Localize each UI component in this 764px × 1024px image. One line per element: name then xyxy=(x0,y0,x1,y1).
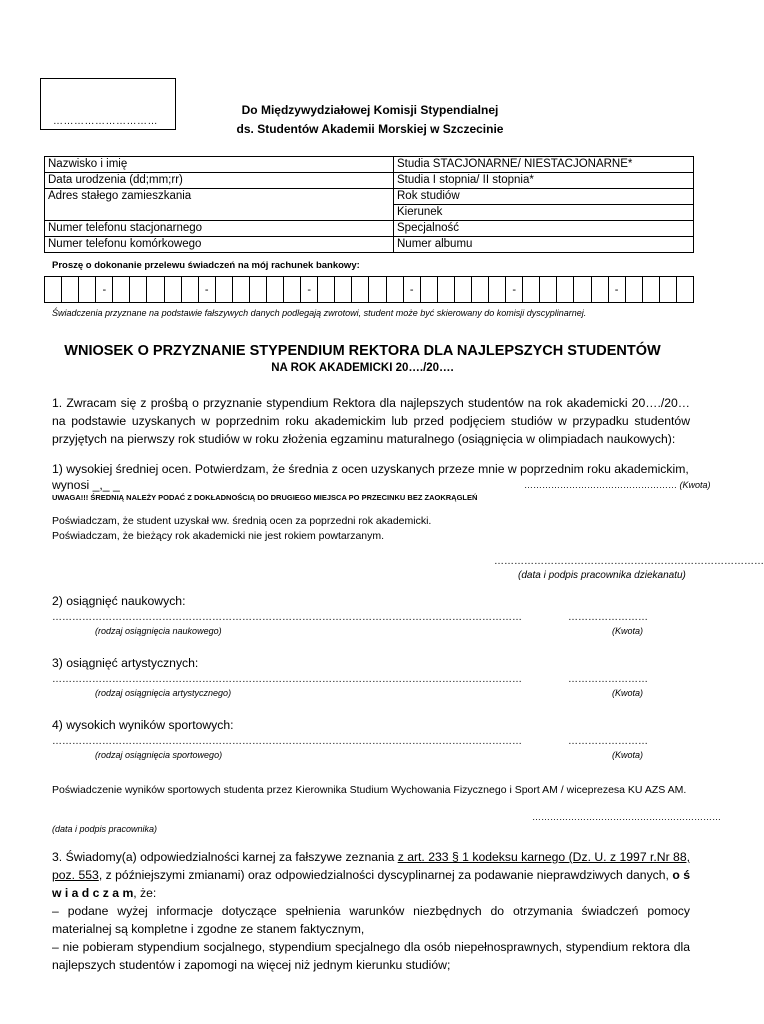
declaration-rest: , z późniejszymi zmianami) oraz odpowiedzialności dyscyplinarnej za podawanie nieprawdziwych danych, xyxy=(98,868,669,882)
account-digit-cell[interactable] xyxy=(574,277,591,302)
account-digit-cell[interactable] xyxy=(130,277,147,302)
table-row xyxy=(45,157,694,173)
form-subtitle: NA ROK AKADEMICKI 20…./20…. xyxy=(271,362,454,374)
account-digit-cell[interactable] xyxy=(165,277,182,302)
dean-sign-dots[interactable]: ……………………………………………………………………… xyxy=(494,556,764,567)
sport-sign-label: (data i podpis pracownika) xyxy=(52,824,158,834)
field-specialization[interactable]: Specjalność xyxy=(394,221,694,237)
account-digit-cell[interactable] xyxy=(660,277,677,302)
account-digit-cell[interactable]: - xyxy=(199,277,216,302)
account-digit-cell[interactable] xyxy=(421,277,438,302)
transfer-request: Proszę o dokonanie przelewu świadczeń na mój rachunek bankowy: xyxy=(52,260,360,271)
item-1-average[interactable]: wynosi _,_ _ xyxy=(52,478,120,492)
kwota-dots[interactable]: …………………………………………… xyxy=(524,480,677,490)
declaration-bullet-2: – nie pobieram stypendium socjalnego, stypendium specjalnego dla osób niepełnosprawnych, stypendium rektora dla najlepszych studentów i zapomogi na więcej niż jednym kierunku studiów; xyxy=(52,940,690,972)
section-4-kwota-dots[interactable]: …………………… xyxy=(568,736,648,747)
account-digit-cell[interactable] xyxy=(62,277,79,302)
account-digit-cell[interactable] xyxy=(45,277,62,302)
account-digit-cell[interactable] xyxy=(677,277,693,302)
account-digit-cell[interactable] xyxy=(216,277,233,302)
account-digit-cell[interactable] xyxy=(472,277,489,302)
section-4-dots[interactable]: …………………………………………………………………………………………………………………………… xyxy=(52,736,522,747)
declaration-oswiadczam: o ś w i a d c z a m xyxy=(52,868,691,900)
field-mobile[interactable]: Numer telefonu komórkowego xyxy=(45,237,394,253)
section-2-kwota-dots[interactable]: …………………… xyxy=(568,612,648,623)
field-major[interactable]: Kierunek xyxy=(394,205,694,221)
table-row xyxy=(45,221,694,237)
table-row xyxy=(45,237,694,253)
section-2-dots[interactable]: …………………………………………………………………………………………………………………………… xyxy=(52,612,522,623)
section-3-heading: 3) osiągnięć artystycznych: xyxy=(52,656,199,670)
account-digit-cell[interactable] xyxy=(489,277,506,302)
account-digit-cell[interactable] xyxy=(369,277,386,302)
declaration-paragraph xyxy=(52,848,690,974)
addressee-line-2: ds. Studentów Akademii Morskiej w Szczecinie xyxy=(236,122,504,136)
declaration-ze: , że: xyxy=(133,886,157,900)
form-title: WNIOSEK O PRZYZNANIE STYPENDIUM REKTORA DLA NAJLEPSZYCH STUDENTÓW xyxy=(64,343,661,359)
account-digit-cell[interactable]: - xyxy=(609,277,626,302)
declaration-start: 3. Świadomy(a) odpowiedzialności karnej za fałszywe zeznania xyxy=(52,850,398,864)
account-digit-cell[interactable] xyxy=(455,277,472,302)
law-reference: z art. 233 § 1 kodeksu karnego (Dz. U. z 1997 r.Nr 88, poz. 553 xyxy=(52,850,690,882)
stamp-box xyxy=(40,78,176,130)
declaration-bullet-1: – podane wyżej informacje dotyczące spełnienia warunków niezbędnych do otrzymania świadczeń pomocy materialnej są kompletne i zgodne ze stanem faktycznym, xyxy=(52,904,690,936)
section-4-heading: 4) wysokich wyników sportowych: xyxy=(52,718,234,732)
section-3-kwota-label: (Kwota) xyxy=(612,688,644,698)
field-album-number[interactable]: Numer albumu xyxy=(394,237,694,253)
stamp-dots: ………………………… xyxy=(53,116,158,127)
request-paragraph: 1. Zwracam się z prośbą o przyznanie stypendium Rektora dla najlepszych studentów na rok akademicki 20…./20… na podstawie uzyskanych w poprzednim roku akademickim lub przed podjęciem studiów w przypadku studentów przyjętych na pierwszy rok studiów w roku złożenia egzaminu maturalnego (osiągnięcia w olimpiadach naukowych): xyxy=(52,396,690,446)
account-digit-cell[interactable] xyxy=(523,277,540,302)
field-study-level[interactable]: Studia I stopnia/ II stopnia* xyxy=(394,173,694,189)
account-digit-cell[interactable] xyxy=(335,277,352,302)
personal-info-table xyxy=(44,156,694,253)
account-digit-cell[interactable] xyxy=(352,277,369,302)
certify-line-1: Poświadczam, że student uzyskał ww. średnią ocen za poprzedni rok akademicki. xyxy=(52,515,432,527)
section-2-heading: 2) osiągnięć naukowych: xyxy=(52,594,186,608)
certify-line-2: Poświadczam, że bieżący rok akademicki nie jest rokiem powtarzanym. xyxy=(52,530,385,542)
false-data-note: Świadczenia przyznane na podstawie fałszywych danych podlegają zwrotowi, student może być skierowany do komisji dyscyplinarnej. xyxy=(52,308,587,318)
account-digit-cell[interactable] xyxy=(113,277,130,302)
field-study-mode[interactable]: Studia STACJONARNE/ NIESTACJONARNE* xyxy=(394,157,694,173)
account-digit-cell[interactable]: - xyxy=(96,277,113,302)
account-digit-cell[interactable] xyxy=(626,277,643,302)
account-digit-cell[interactable] xyxy=(267,277,284,302)
account-digit-cell[interactable] xyxy=(182,277,199,302)
field-birth-date[interactable]: Data urodzenia (dd;mm;rr) xyxy=(45,173,394,189)
account-digit-cell[interactable]: - xyxy=(404,277,421,302)
account-digit-cell[interactable] xyxy=(147,277,164,302)
account-digit-cell[interactable] xyxy=(79,277,96,302)
account-digit-cell[interactable] xyxy=(643,277,660,302)
section-3-kind-label: (rodzaj osiągnięcia artystycznego) xyxy=(95,688,232,698)
field-full-name[interactable]: Nazwisko i imię xyxy=(45,157,394,173)
kwota-label: (Kwota) xyxy=(679,480,711,490)
section-3-kwota-dots[interactable]: …………………… xyxy=(568,674,648,685)
account-digit-cell[interactable] xyxy=(284,277,301,302)
section-2-kwota-label: (Kwota) xyxy=(612,626,644,636)
account-digit-cell[interactable] xyxy=(250,277,267,302)
account-digit-cell[interactable] xyxy=(592,277,609,302)
dean-sign-label: (data i podpis pracownika dziekanatu) xyxy=(518,570,686,581)
section-3-dots[interactable]: …………………………………………………………………………………………………………………………… xyxy=(52,674,522,685)
section-4-kind-label: (rodzaj osiągnięcia sportowego) xyxy=(95,750,223,760)
field-home-address[interactable]: Adres stałego zamieszkania xyxy=(45,189,394,221)
table-row xyxy=(45,173,694,189)
account-digit-cell[interactable]: - xyxy=(301,277,318,302)
addressee-line-1: Do Międzywydziałowej Komisji Stypendialnej xyxy=(241,103,499,117)
table-row xyxy=(45,189,694,205)
section-4-kwota-label: (Kwota) xyxy=(612,750,644,760)
sport-sign-dots[interactable]: ……………………………………………………… xyxy=(532,812,721,822)
account-digit-cell[interactable] xyxy=(557,277,574,302)
item-1-kwota xyxy=(524,480,711,490)
field-study-year[interactable]: Rok studiów xyxy=(394,189,694,205)
account-digit-cell[interactable]: - xyxy=(506,277,523,302)
section-2-kind-label: (rodzaj osiągnięcia naukowego) xyxy=(95,626,222,636)
account-digit-cell[interactable] xyxy=(387,277,404,302)
account-digit-cell[interactable] xyxy=(540,277,557,302)
field-landline[interactable]: Numer telefonu stacjonarnego xyxy=(45,221,394,237)
average-warning: UWAGA!!! ŚREDNIĄ NALEŻY PODAĆ Z DOKŁADNOŚCIĄ DO DRUGIEGO MIEJSCA PO PRZECINKU BEZ ZAOKRĄGLEŃ xyxy=(52,493,478,502)
account-digit-cell[interactable] xyxy=(233,277,250,302)
bank-account-field[interactable] xyxy=(44,276,694,303)
account-digit-cell[interactable] xyxy=(318,277,335,302)
sport-certify-text: Poświadczenie wyników sportowych studenta przez Kierownika Studium Wychowania Fizycznego i Sport AM / wiceprezesa KU AZS AM. xyxy=(52,784,687,796)
account-digit-cell[interactable] xyxy=(438,277,455,302)
item-1-text: 1) wysokiej średniej ocen. Potwierdzam, że średnia z ocen uzyskanych przeze mnie w poprzednim roku akademickim, xyxy=(52,462,689,476)
